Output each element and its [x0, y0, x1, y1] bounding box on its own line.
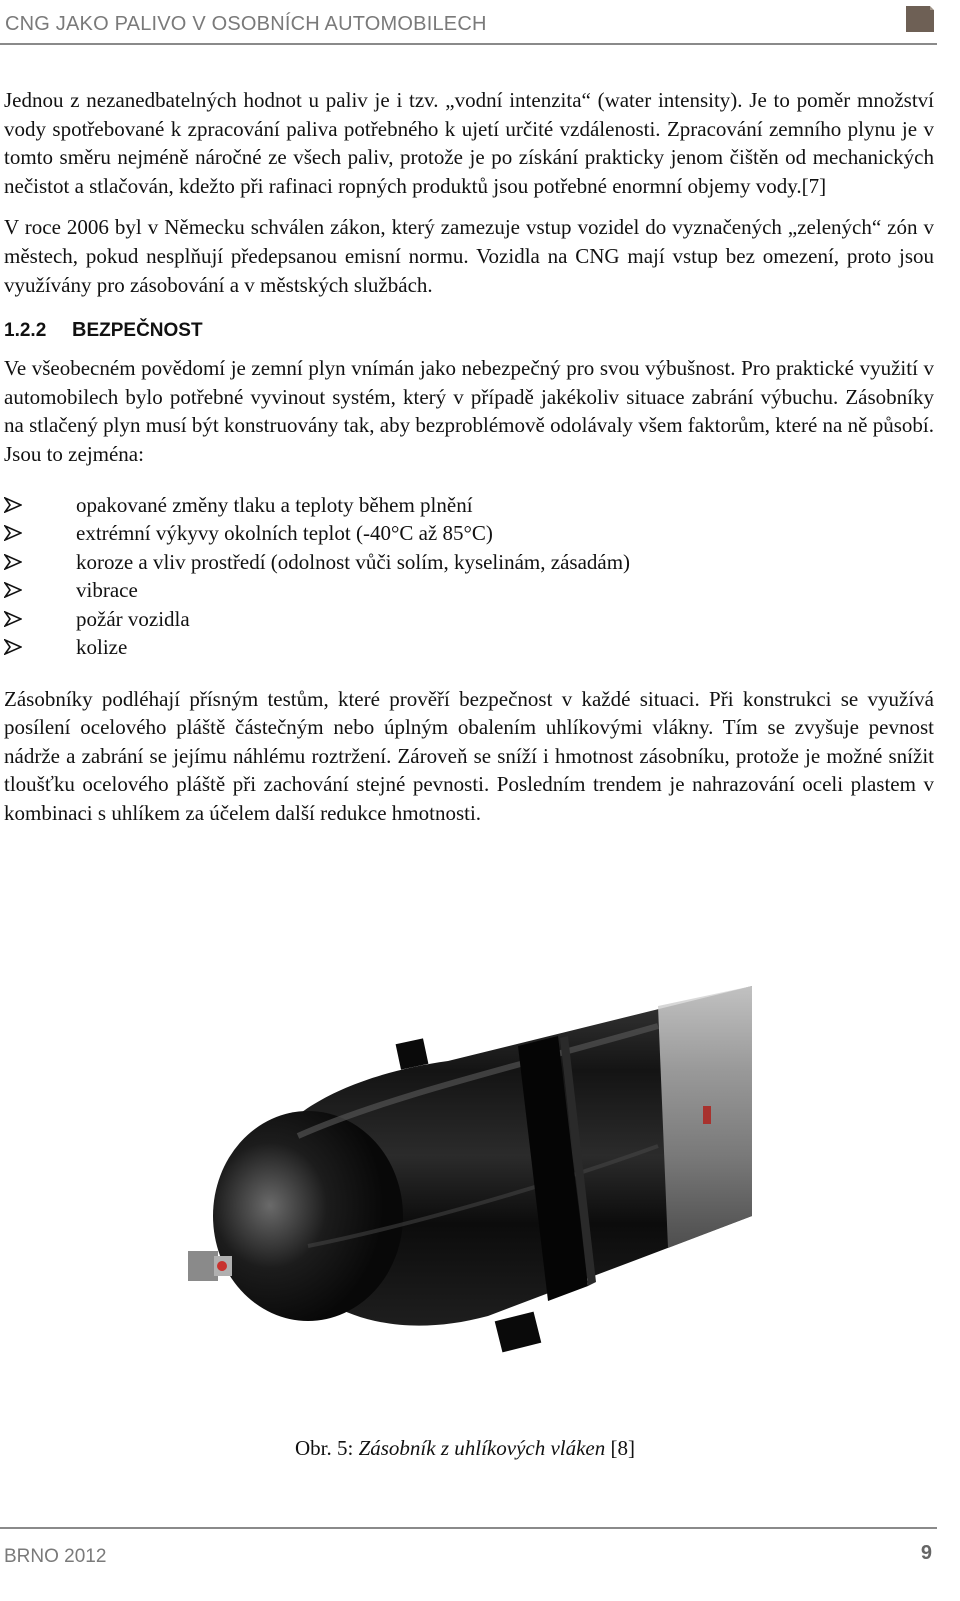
section-title-rest: EZPEČNOST — [86, 320, 203, 342]
list-item: opakované změny tlaku a teploty během plnění — [4, 491, 934, 520]
list-item: kolize — [4, 633, 934, 662]
figure-caption: Obr. 5: Zásobník z uhlíkových vláken [8] — [294, 1436, 636, 1460]
arrow-bullet-icon — [4, 582, 22, 598]
page-content — [4, 86, 934, 828]
list-item: extrémní výkyvy okolních teplot (-40°C až 85°C) — [4, 519, 934, 548]
section-heading — [4, 319, 934, 342]
paragraph-safety: Ve všeobecném povědomí je zemní plyn vnímán jako nebezpečný pro svou výbušnost. Pro praktické využití v automobilech bylo potřebné vyvinout systém, který v případě jakékoliv situace zabrání výbuchu. Zásobníky na stlačený plyn musí být konstruovány tak, aby bezproblémově odolávaly všem faktorům, které na ně působí. Jsou to zejména: — [4, 356, 934, 466]
figure-caption-title: Zásobník z uhlíkových vláken — [358, 1436, 606, 1460]
bullet-list — [4, 491, 934, 662]
list-item: vibrace — [4, 576, 934, 605]
paragraph-testing: Zásobníky podléhají přísným testům, které prověří bezpečnost v každé situaci. Při konstrukci se využívá posílení ocelového pláště částečným nebo úplným obalením uhlíkovými vlákny. Tím se zvyšuje pevnost nádrže a zabrání se jejímu náhlému roztržení. Zároveň se sníží i hmotnost zásobníku, protože je možné snížit tloušťku ocelového pláště při zachování stejné pevnosti. Posledním trendem je nahrazování oceli plastem v kombinaci s uhlíkem za účelem další redukce hmotnosti. — [4, 686, 934, 825]
footer-location-year: BRNO 2012 — [4, 1546, 107, 1567]
paragraph-green-zones: V roce 2006 byl v Německu schválen zákon, který zamezuje vstup vozidel do vyznačených „zelených“ zón v městech, pokud nesplňují předepsanou emisní normu. Vozidla na CNG mají vstup bez omezení, proto jsou využívány pro zásobování a v městských službách. — [4, 215, 934, 297]
paragraph-water-intensity: Jednou z nezanedbatelných hodnot u paliv je i tzv. „vodní intenzita“ (water intensity). Je to poměr množství vody spotřebované k zpracování paliva potřebného k ujetí určité vzdálenosti. Zpracování zemního plynu je v tomto směru nejméně náročné ze všech paliv, protože je po získání prakticky jenom čištěn od mechanických nečistot a stlačován, kdežto při rafinaci ropných produktů jsou potřebné enormní objemy vody.[7] — [4, 88, 934, 198]
arrow-bullet-icon — [4, 497, 22, 513]
list-item: požár vozidla — [4, 605, 934, 634]
arrow-bullet-icon — [4, 639, 22, 655]
running-header-title: CNG JAKO PALIVO V OSOBNÍCH AUTOMOBILECH — [5, 13, 487, 35]
list-item: koroze a vliv prostředí (odolnost vůči solím, kyselinám, zásadám) — [4, 548, 934, 577]
arrow-bullet-icon — [4, 525, 22, 541]
section-title-initial: B — [72, 319, 87, 342]
carbon-fiber-tank-image — [188, 986, 752, 1370]
section-number: 1.2.2 — [4, 320, 47, 342]
header-logo-icon — [904, 4, 936, 34]
page-number: 9 — [920, 1542, 932, 1564]
footer-divider — [0, 1527, 937, 1529]
header-divider — [0, 43, 937, 45]
arrow-bullet-icon — [4, 611, 22, 627]
arrow-bullet-icon — [4, 554, 22, 570]
